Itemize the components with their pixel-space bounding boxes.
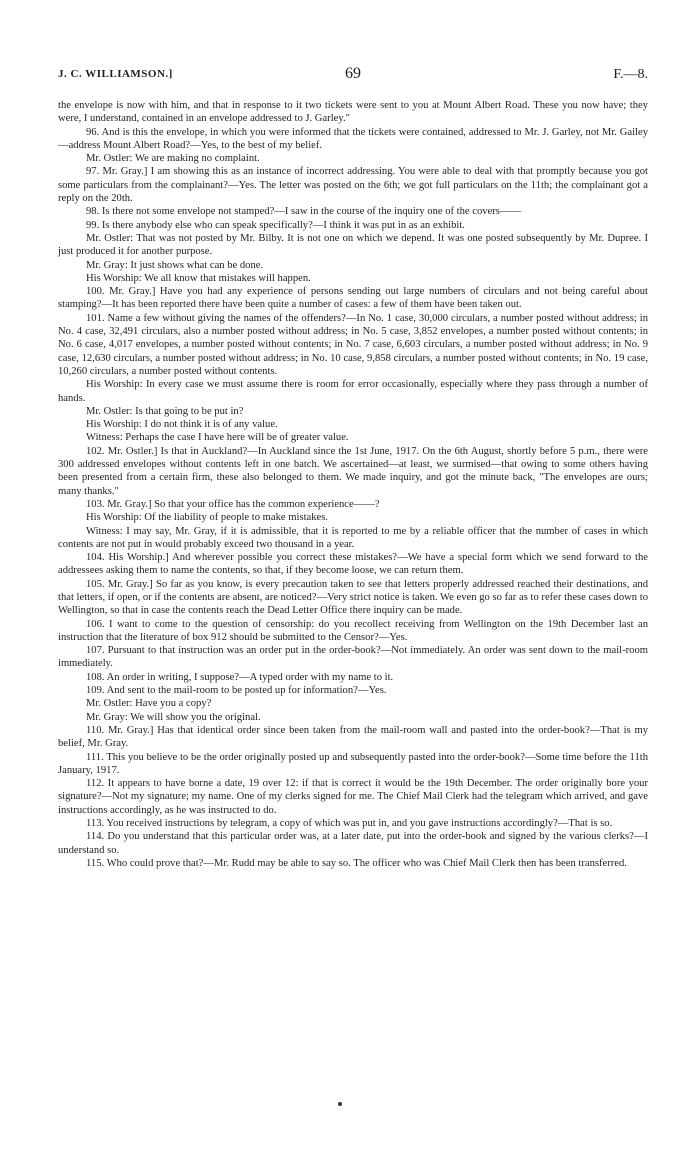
transcript-paragraph: 99. Is there anybody else who can speak specifically?—I think it was put in as an exhibit.	[86, 219, 465, 231]
transcript-paragraph: 104. His Worship.] And wherever possible you correct these mistakes?—We have a special form which we send forward to the addressees asking them to name the contents, so that, if they become loose, we can return them.	[58, 552, 648, 577]
transcript-paragraph: Mr. Gray: We will show you the original.	[86, 711, 261, 723]
transcript-paragraph: Mr. Gray: It just shows what can be done.	[86, 259, 264, 271]
page-number: 69	[345, 65, 361, 82]
transcript-paragraph: 105. Mr. Gray.] So far as you know, is every precaution taken to see that letters properly addressed reached their destinations, and that letters, if open, or if the contents are absent, are noticed?—Very strict notice is taken. We even go so far as to refer these cases down to Wellington, so that in case the contents reach the Dead Letter Office there inquiry can be made.	[58, 578, 648, 617]
transcript-paragraph: 96. And is this the envelope, in which you were informed that the tickets were contained, addressed to Mr. J. Garley, not Mr. Gailey—address Mount Albert Road?—Yes, to the best of my belief.	[58, 126, 648, 151]
transcript-paragraph: His Worship: Of the liability of people to make mistakes.	[86, 512, 328, 524]
transcript-paragraph: Mr. Ostler: Have you a copy?	[86, 698, 212, 710]
transcript-paragraph: Mr. Ostler: Is that going to be put in?	[86, 405, 244, 417]
transcript-paragraph: the envelope is now with him, and that in response to it two tickets were sent to you at Mount Albert Road. These you now have; they were, I understand, contained in an envelope addressed to J. Garley."	[58, 100, 648, 125]
transcript-paragraph: 97. Mr. Gray.] I am showing this as an instance of incorrect addressing. You were able to deal with that promptly because you got some particulars from the complainant?—Yes. The letter was posted on the 6th; we got full particulars on the 11th; the complainant got a reply on the 20th.	[58, 166, 648, 205]
transcript-paragraph: 114. Do you understand that this particular order was, at a later date, put into the order-book and signed by the various clerks?—I understand so.	[58, 831, 648, 856]
transcript-body	[58, 99, 648, 870]
transcript-paragraph: 112. It appears to have borne a date, 19 over 12: if that is correct it would be the 19th December. The order originally bore your signature?—Not my signature; my name. One of my clerks signed for me. The Chief Mail Clerk had the telegram which arrived, and gave instructions accordingly, as he was instructed to do.	[58, 778, 648, 816]
transcript-paragraph: 107. Pursuant to that instruction was an order put in the order-book?—Not immediately. An order was sent down to the mail-room immediately.	[58, 645, 648, 670]
transcript-paragraph: His Worship: I do not think it is of any value.	[86, 419, 278, 431]
footer-mark	[338, 1102, 342, 1106]
transcript-paragraph: 115. Who could prove that?—Mr. Rudd may be able to say so. The officer who was Chief Mail Clerk then has been transferred.	[86, 857, 627, 869]
transcript-paragraph: 110. Mr. Gray.] Has that identical order since been taken from the mail-room wall and pasted into the order-book?—That is my belief, Mr. Gray.	[58, 724, 648, 750]
transcript-paragraph: 108. An order in writing, I suppose?—A typed order with my name to it.	[86, 671, 394, 683]
transcript-paragraph: 103. Mr. Gray.] So that your office has the common experience——?	[86, 498, 380, 510]
transcript-paragraph: His Worship: We all know that mistakes will happen.	[86, 272, 311, 284]
page-header	[58, 65, 648, 84]
document-reference: F.—8.	[613, 67, 648, 82]
transcript-paragraph: 98. Is there not some envelope not stamped?—I saw in the course of the inquiry one of the covers——	[86, 206, 522, 218]
transcript-paragraph: His Worship: In every case we must assume there is room for error occasionally, especially where they pass through a number of hands.	[58, 379, 648, 404]
transcript-paragraph: 102. Mr. Ostler.] Is that in Auckland?—In Auckland since the 1st June, 1917. On the 6th August, shortly before 5 p.m., there were 300 addressed envelopes without contents left in one batch. We ascertained—at least, we surmised—that owing to some others having been presented from a certain firm, these also belonged to them. We made inquiry, and got the minute back, "The envelopes are ours; many thanks."	[58, 445, 648, 497]
transcript-paragraph: Mr. Ostler: We are making no complaint.	[86, 153, 260, 165]
transcript-paragraph: Witness: I may say, Mr. Gray, if it is admissible, that it is reported to me by a reliable officer that the number of cases in which contents are not put in would probably exceed two thousand in a year.	[58, 525, 648, 550]
transcript-paragraph: 100. Mr. Gray.] Have you had any experience of persons sending out large numbers of circulars and not being careful about stamping?—It has been reported there have been quite a number of cases: a few of them have been taken out.	[58, 286, 648, 311]
transcript-paragraph: 113. You received instructions by telegram, a copy of which was put in, and you gave instructions accordingly?—That is so.	[86, 818, 613, 830]
transcript-paragraph: 111. This you believe to be the order originally posted up and subsequently pasted into the order-book?—Some time before the 11th January, 1917.	[58, 751, 648, 776]
transcript-paragraph: 101. Name a few without giving the names of the offenders?—In No. 1 case, 30,000 circulars, a number posted without address; in No. 4 case, 32,491 circulars, also a number posted without address; in No. 5 case, 3,852 envelopes, a number posted without contents; in No. 6 case, 4,017 envelopes, a number posted without contents; in No. 7 case, 6,603 circulars, a number posted without address; in No. 9 case, 12,630 circulars, a number posted without address; in No. 10 case, 9,858 circulars, a number posted without contents; in No. 19 case, 10,260 circulars, a number posted without contents.	[58, 312, 648, 377]
transcript-paragraph: 109. And sent to the mail-room to be posted up for information?—Yes.	[86, 685, 387, 697]
transcript-paragraph: Mr. Ostler: That was not posted by Mr. Bilby. It is not one on which we depend. It was one posted subsequently by Mr. Dupree. I just produced it for another purpose.	[58, 232, 648, 258]
header-witness-name: J. C. WILLIAMSON.]	[58, 68, 173, 80]
transcript-paragraph: 106. I want to come to the question of censorship: do you recollect receiving from Wellington on the 19th December last an instruction that the literature of box 912 should be submitted to the Censor?—Yes.	[58, 618, 648, 643]
transcript-paragraph: Witness: Perhaps the case I have here will be of greater value.	[86, 432, 349, 444]
